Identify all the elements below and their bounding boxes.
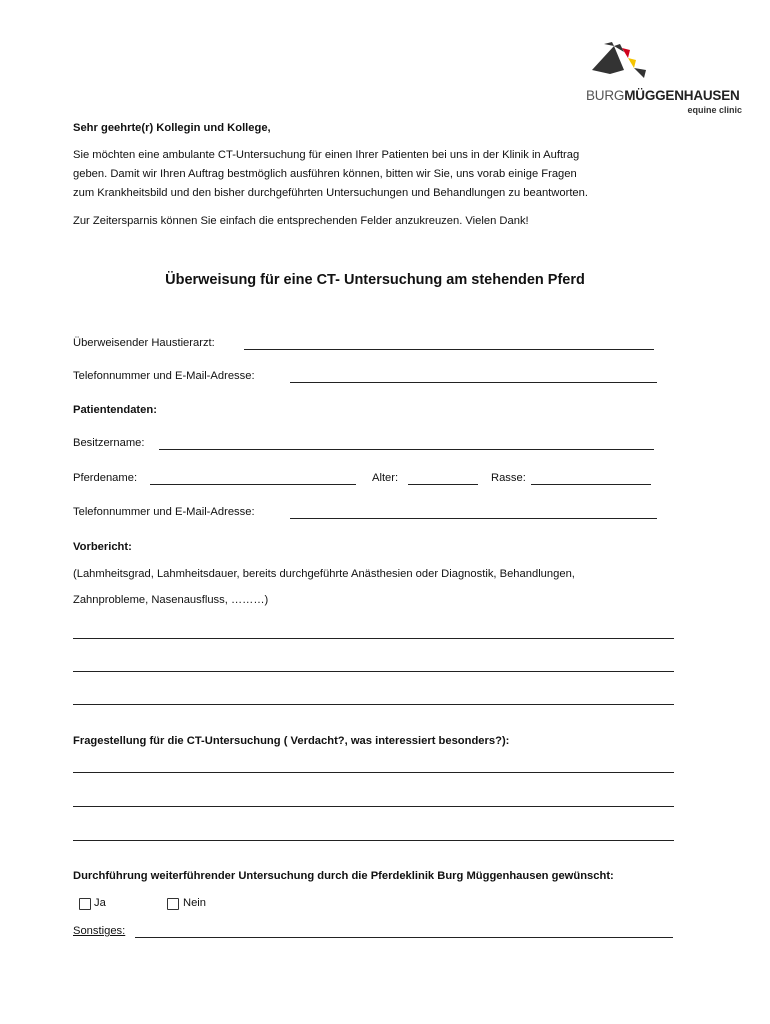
phone-email-field-2[interactable] <box>290 518 657 519</box>
no-label: Nein <box>183 897 207 909</box>
question-line-1[interactable] <box>73 772 674 773</box>
prereport-line-2[interactable] <box>73 671 674 672</box>
question-line-3[interactable] <box>73 840 674 841</box>
prereport-hint-line-2: Zahnprobleme, Nasenausfluss, ………) <box>73 594 269 606</box>
prereport-line-3[interactable] <box>73 704 674 705</box>
other-label: Sonstiges: <box>73 925 126 937</box>
breed-label: Rasse: <box>491 472 526 484</box>
question-line-2[interactable] <box>73 806 674 807</box>
phone-email-field-1[interactable] <box>290 382 657 383</box>
age-field[interactable] <box>408 484 478 485</box>
yes-label: Ja <box>94 897 106 909</box>
intro-line-2: geben. Damit wir Ihren Auftrag bestmöglich ausführen können, bitten wir Sie, uns vorab einige Fragen <box>73 168 577 180</box>
referring-vet-label: Überweisender Haustierarzt: <box>73 337 215 349</box>
breed-field[interactable] <box>531 484 651 485</box>
intro-line-1: Sie möchten eine ambulante CT-Untersuchung für einen Ihrer Patienten bei uns in der Klinik in Auftrag <box>73 149 580 161</box>
question-heading: Fragestellung für die CT-Untersuchung ( Verdacht?, was interessiert besonders?): <box>73 735 510 747</box>
horse-name-label: Pferdename: <box>73 472 138 484</box>
intro-line-3: zum Krankheitsbild und den bisher durchgeführten Untersuchungen und Behandlungen zu beantworten. <box>73 187 588 199</box>
prereport-line-1[interactable] <box>73 638 674 639</box>
clinic-logo <box>578 40 748 120</box>
prereport-heading: Vorbericht: <box>73 541 132 553</box>
owner-name-field[interactable] <box>159 449 654 450</box>
phone-email-label-1: Telefonnummer und E-Mail-Adresse: <box>73 370 255 382</box>
clinic-logo-name: BURGMÜGGENHAUSEN <box>586 88 740 103</box>
further-exam-heading: Durchführung weiterführender Untersuchung durch die Pferdeklinik Burg Müggenhausen gewünscht: <box>73 870 614 882</box>
patient-data-heading: Patientendaten: <box>73 404 157 416</box>
clinic-logo-subtitle: equine clinic <box>687 105 742 115</box>
clinic-logo-mark <box>584 40 664 88</box>
yes-checkbox[interactable] <box>79 898 91 910</box>
horse-name-field[interactable] <box>150 484 356 485</box>
other-field[interactable] <box>135 937 673 938</box>
prereport-hint-line-1: (Lahmheitsgrad, Lahmheitsdauer, bereits durchgeführte Anästhesien oder Diagnostik, Behandlungen, <box>73 568 575 580</box>
checkbox-note: Zur Zeitersparnis können Sie einfach die entsprechenden Felder anzukreuzen. Vielen Dank! <box>73 215 529 227</box>
no-checkbox[interactable] <box>167 898 179 910</box>
owner-name-label: Besitzername: <box>73 437 145 449</box>
document-title: Überweisung für eine CT- Untersuchung am stehenden Pferd <box>165 272 585 288</box>
phone-email-label-2: Telefonnummer und E-Mail-Adresse: <box>73 506 255 518</box>
referring-vet-field[interactable] <box>244 349 654 350</box>
greeting: Sehr geehrte(r) Kollegin und Kollege, <box>73 122 271 134</box>
age-label: Alter: <box>372 472 399 484</box>
